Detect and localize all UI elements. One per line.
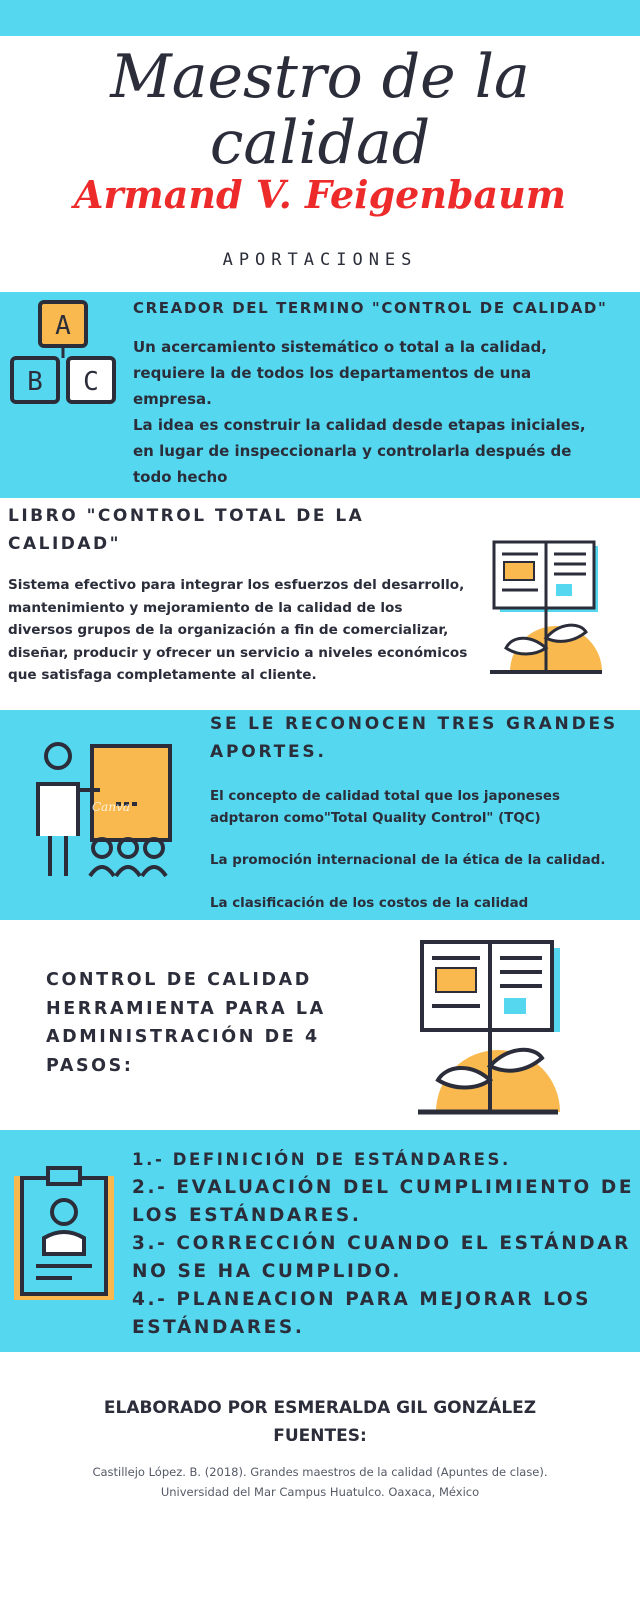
author-name: Armand V. Feigenbaum [74,172,566,217]
citation-line1: Castillejo López. B. (2018). Grandes maestros de la calidad (Apuntes de clase). [92,1465,548,1479]
book-line: mantenimiento y mejoramiento de la calidad de los [8,599,403,616]
block-letter-b: B [27,367,43,397]
page-title-line1: Maestro de la [110,42,530,112]
steps-heading-line: CONTROL DE CALIDAD [46,970,312,990]
book-line: diseñar, producir y ofrecer un servicio a niveles económicos [8,644,468,661]
step-1: 1.- DEFINICIÓN DE ESTÁNDARES. [132,1150,511,1169]
step-3: 3.- CORRECCIÓN CUANDO EL ESTÁNDAR [132,1233,632,1254]
creator-line: La idea es construir la calidad desde etapas iniciales, [133,416,586,434]
step-4-cont: ESTÁNDARES. [132,1317,305,1338]
book-heading-line2: CALIDAD" [8,534,122,554]
steps-heading-line: HERRAMIENTA PARA LA [46,998,326,1019]
book-line: que satisfaga completamente al cliente. [8,667,317,683]
book-text [8,574,488,687]
contributions-heading-line1: SE LE RECONOCEN TRES GRANDES [210,714,618,734]
steps-heading-line: ADMINISTRACIÓN DE 4 [46,1027,320,1047]
top-strip [0,0,640,36]
growing-book-icon [490,538,605,678]
block-letter-c: C [83,367,99,397]
clipboard-profile-icon [12,1164,122,1304]
creator-line: requiere la de todos los departamentos de una [133,364,532,382]
contribution-1-line2: adptaron como"Total Quality Control" (TQC) [210,811,541,826]
block-letter-a: A [55,311,71,341]
canva-watermark: Canva [92,800,130,814]
author-credit: ELABORADO POR ESMERALDA GIL GONZÁLEZ [103,1398,537,1418]
book-heading-line1: LIBRO "CONTROL TOTAL DE LA [8,506,365,526]
creator-text [133,334,633,490]
contributions-heading-line2: APORTES. [210,742,327,762]
sources-label: FUENTES: [273,1426,367,1446]
step-2-cont: LOS ESTÁNDARES. [132,1205,362,1226]
steps-heading-line: PASOS: [46,1055,134,1076]
creator-line: todo hecho [133,468,228,486]
contribution-2: La promoción internacional de la ética de la calidad. [210,853,606,868]
page-title-line2: calidad [209,108,431,178]
step-2: 2.- EVALUACIÓN DEL CUMPLIMIENTO DE [132,1177,635,1198]
creator-heading: CREADOR DEL TERMINO "CONTROL DE CALIDAD" [133,299,608,317]
creator-line: Un acercamiento sistemático o total a la calidad, [133,338,547,356]
step-4: 4.- PLANEACION PARA MEJORAR LOS [132,1289,592,1310]
creator-line: en lugar de inspeccionarla y controlarla después de [133,442,572,460]
steps-heading [46,966,326,1080]
growing-book-icon [418,938,568,1118]
book-line: diversos grupos de la organización a fin de comercializar, [8,622,449,638]
steps-list [132,1146,634,1342]
contribution-1-line1: El concepto de calidad total que los japoneses [210,789,560,804]
citation-line2: Universidad del Mar Campus Huatulco. Oaxaca, México [160,1485,480,1499]
creator-line: empresa. [133,390,212,408]
step-3-cont: NO SE HA CUMPLIDO. [132,1261,403,1282]
contribution-3: La clasificación de los costos de la calidad [210,896,529,911]
book-line: Sistema efectivo para integrar los esfuerzos del desarrollo, [8,577,465,593]
section-subtitle: APORTACIONES [222,250,418,270]
